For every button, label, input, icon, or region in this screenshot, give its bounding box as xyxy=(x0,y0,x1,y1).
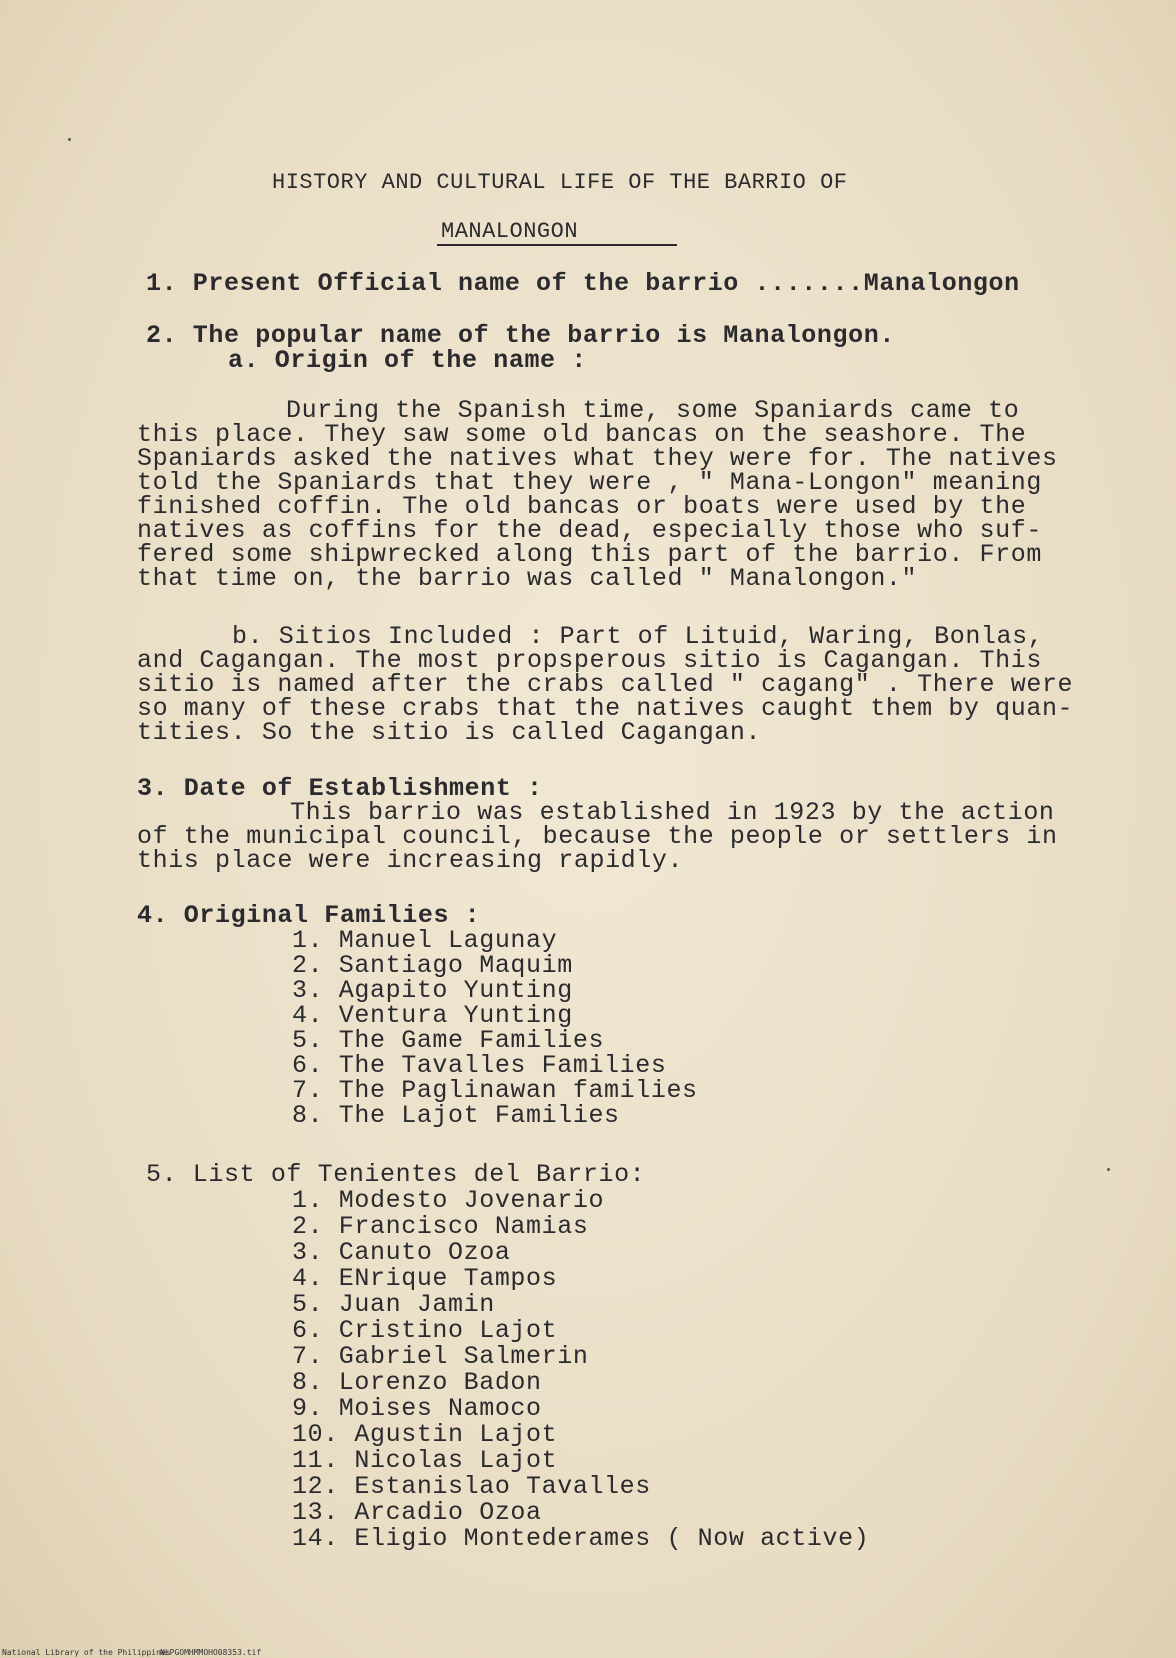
item-4-families-heading: 4. Original Families : xyxy=(137,901,481,930)
teniente-list-item: 13. Arcadio Ozoa xyxy=(292,1498,542,1527)
family-list-item: 7. The Paglinawan families xyxy=(292,1076,698,1105)
establishment-line: This barrio was established in 1923 by the action xyxy=(290,798,1055,827)
ink-speck xyxy=(68,138,71,141)
origin-line: natives as coffins for the dead, especially those who suf- xyxy=(137,516,1042,545)
item-1-official-name: 1. Present Official name of the barrio .......Manalongon xyxy=(146,269,1020,298)
origin-line: this place. They saw some old bancas on the seashore. The xyxy=(137,420,1027,449)
family-list-item: 4. Ventura Yunting xyxy=(292,1001,573,1030)
sitios-line: and Cagangan. The most propsperous sitio is Cagangan. This xyxy=(137,646,1042,675)
item-3-establishment-heading: 3. Date of Establishment : xyxy=(137,774,543,803)
sitios-line: tities. So the sitio is called Cagangan. xyxy=(137,718,762,747)
sitios-line: sitio is named after the crabs called " cagang" . There were xyxy=(137,670,1074,699)
teniente-list-item: 12. Estanislao Tavalles xyxy=(292,1472,651,1501)
document-title: HISTORY AND CULTURAL LIFE OF THE BARRIO OF xyxy=(272,170,848,195)
item-2a-origin-heading: a. Origin of the name : xyxy=(228,346,587,375)
establishment-line: of the municipal council, because the people or settlers in xyxy=(137,822,1058,851)
teniente-list-item: 10. Agustin Lajot xyxy=(292,1420,558,1449)
origin-line: Spaniards asked the natives what they were for. The natives xyxy=(137,444,1058,473)
item-5-tenientes-heading: 5. List of Tenientes del Barrio: xyxy=(146,1160,646,1189)
teniente-list-item: 6. Cristino Lajot xyxy=(292,1316,558,1345)
teniente-list-item: 5. Juan Jamin xyxy=(292,1290,495,1319)
family-list-item: 2. Santiago Maquim xyxy=(292,951,573,980)
heading-underline xyxy=(437,244,677,246)
origin-line: told the Spaniards that they were , " Mana-Longon" meaning xyxy=(137,468,1042,497)
teniente-list-item: 2. Francisco Namias xyxy=(292,1212,589,1241)
ink-speck xyxy=(1107,1168,1110,1171)
teniente-list-item: 1. Modesto Jovenario xyxy=(292,1186,605,1215)
teniente-list-item: 4. ENrique Tampos xyxy=(292,1264,558,1293)
footer-library-credit: National Library of the Philippines xyxy=(2,1648,171,1657)
origin-line: fered some shipwrecked along this part of the barrio. From xyxy=(137,540,1042,569)
family-list-item: 1. Manuel Lagunay xyxy=(292,926,558,955)
origin-line: During the Spanish time, some Spaniards came to xyxy=(286,396,1020,425)
teniente-list-item: 3. Canuto Ozoa xyxy=(292,1238,511,1267)
establishment-line: this place were increasing rapidly. xyxy=(137,846,684,875)
teniente-list-item: 8. Lorenzo Badon xyxy=(292,1368,542,1397)
origin-line: finished coffin. The old bancas or boats were used by the xyxy=(137,492,1027,521)
teniente-list-item: 9. Moises Namoco xyxy=(292,1394,542,1423)
sitios-line: so many of these crabs that the natives caught them by quan- xyxy=(137,694,1074,723)
family-list-item: 6. The Tavalles Families xyxy=(292,1051,667,1080)
teniente-list-item: 14. Eligio Montederames ( Now active) xyxy=(292,1524,870,1553)
origin-line: that time on, the barrio was called " Manalongon." xyxy=(137,564,918,593)
teniente-list-item: 7. Gabriel Salmerin xyxy=(292,1342,589,1371)
family-list-item: 5. The Game Families xyxy=(292,1026,605,1055)
footer-file-id: NLPGOMHMMOHO08353.tif xyxy=(160,1648,262,1657)
family-list-item: 3. Agapito Yunting xyxy=(292,976,573,1005)
teniente-list-item: 11. Nicolas Lajot xyxy=(292,1446,558,1475)
barrio-name-heading: MANALONGON xyxy=(441,219,579,244)
family-list-item: 8. The Lajot Families xyxy=(292,1101,620,1130)
item-2-popular-name: 2. The popular name of the barrio is Manalongon. xyxy=(146,321,895,350)
sitios-line: b. Sitios Included : Part of Lituid, Waring, Bonlas, xyxy=(232,622,1044,651)
